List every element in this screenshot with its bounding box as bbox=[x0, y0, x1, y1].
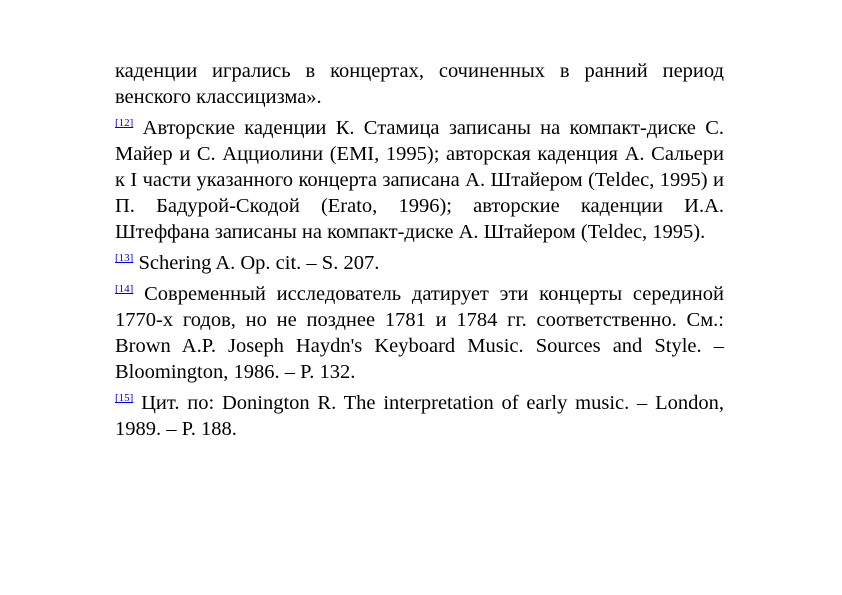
document-page bbox=[115, 58, 724, 447]
footnote-ref-link[interactable]: [13] bbox=[115, 252, 134, 264]
footnote-15 bbox=[115, 390, 724, 442]
paragraph-text: каденции игрались в концертах, сочиненных в ранний период венского классицизма». bbox=[115, 60, 724, 108]
footnote-text: Цит. по: Donington R. The interpretation of early music. – London, 1989. – P. 188. bbox=[115, 392, 724, 440]
footnote-14 bbox=[115, 281, 724, 385]
footnote-ref-link[interactable]: [12] bbox=[115, 117, 134, 129]
footnote-ref-link[interactable]: [14] bbox=[115, 283, 134, 295]
footnote-ref-link[interactable]: [15] bbox=[115, 392, 134, 404]
continuation-paragraph bbox=[115, 58, 724, 110]
footnote-13 bbox=[115, 250, 724, 276]
footnote-text: Schering A. Op. cit. – S. 207. bbox=[138, 252, 380, 274]
footnote-text: Авторские каденции К. Стамица записаны на компакт-диске С. Майер и С. Ацциолини (EMI, 1995); авторская каденция А. Сальери к I части указанного концерта записана А. Штайером (Teldec, 1995) и П. Бадурой-Скодой (Erato, 1996); авторские каденции И.А. Штеффана записаны на компакт-диске А. Штайером (Teldec, 1995). bbox=[115, 117, 725, 243]
footnote-12 bbox=[115, 115, 724, 245]
footnote-text: Современный исследователь датирует эти концерты серединой 1770-х годов, но не позднее 1781 и 1784 гг. соответственно. См.: Brown A.P. Joseph Haydn's Keyboard Music. Sources and Style. – Bloomington, 1986. – P. 132. bbox=[115, 283, 725, 383]
